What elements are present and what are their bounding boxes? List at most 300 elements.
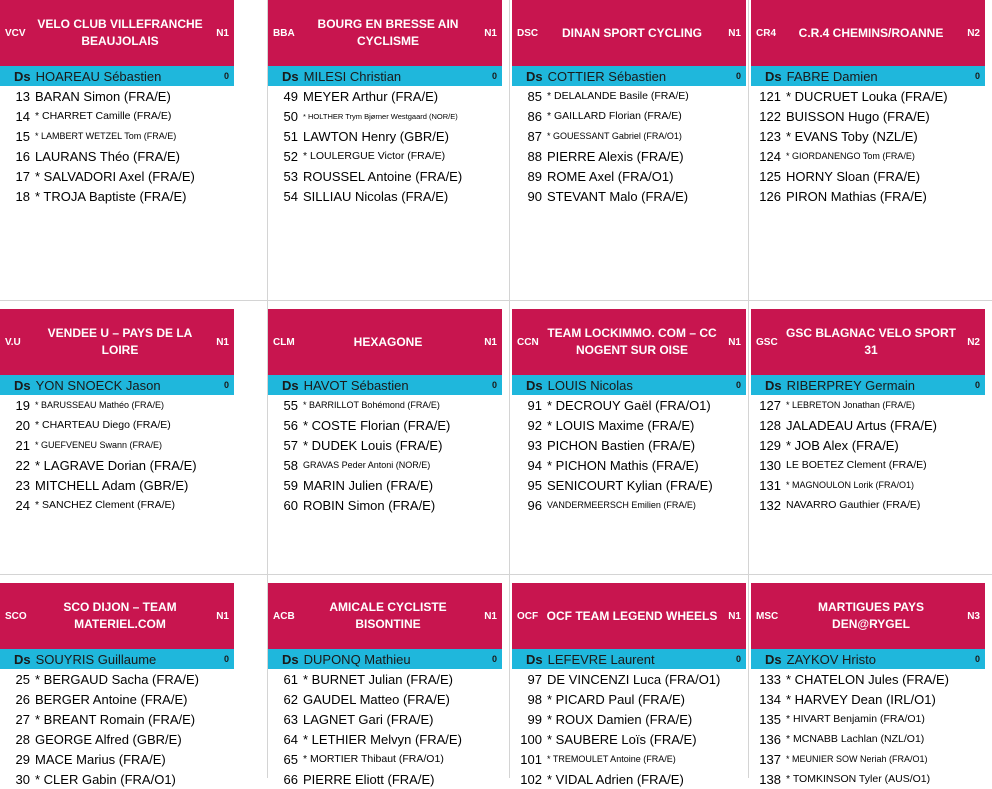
rider-number: 63 [283, 711, 298, 727]
rider-row [751, 166, 985, 186]
rider-name: * HARVEY Dean (IRL/O1) [786, 691, 936, 707]
ds-name: FABRE Damien [786, 68, 878, 84]
ds-count: 0 [974, 380, 980, 390]
rider-name: * SALVADORI Axel (FRA/E) [35, 168, 195, 184]
rider-row [0, 166, 234, 186]
ds-count: 0 [491, 654, 497, 664]
team-code: MSC [756, 610, 779, 622]
rider-list [0, 669, 234, 789]
team-code: CLM [273, 336, 295, 348]
rider-row [512, 435, 746, 455]
rider-name: * LOUIS Maxime (FRA/E) [547, 417, 695, 433]
rider-number: 64 [283, 731, 298, 747]
team-card-vu [0, 309, 234, 515]
rider-number: 130 [759, 457, 781, 473]
ds-count: 0 [491, 71, 497, 81]
rider-name: * TREMOULET Antoine (FRA/E) [547, 754, 676, 764]
team-level: N1 [728, 27, 741, 39]
ds-name: SOUYRIS Guillaume [35, 651, 157, 667]
rider-number: 50 [283, 108, 298, 124]
rider-name: * MORTIER Thibaut (FRA/O1) [303, 753, 444, 765]
rider-row [268, 106, 502, 126]
ds-prefix: Ds [526, 651, 543, 667]
rider-number: 29 [15, 751, 30, 767]
rider-name: * LEBRETON Jonathan (FRA/E) [786, 400, 915, 410]
rider-row [751, 146, 985, 166]
rider-row [0, 106, 234, 126]
ds-prefix: Ds [526, 68, 543, 84]
rider-list [268, 86, 502, 206]
team-code: CR4 [756, 27, 777, 39]
rider-row [751, 749, 985, 769]
rider-number: 57 [283, 437, 298, 453]
rider-number: 27 [15, 711, 30, 727]
rider-row [0, 186, 234, 206]
rider-name: * TOMKINSON Tyler (AUS/O1) [786, 773, 931, 785]
rider-name: STEVANT Malo (FRA/E) [547, 188, 689, 204]
rider-number: 86 [527, 108, 542, 124]
rider-name: * MEUNIER SOW Neriah (FRA/O1) [786, 754, 928, 764]
rider-row [512, 729, 746, 749]
team-code: ACB [273, 610, 295, 622]
sporting-director-row [751, 66, 985, 86]
rider-row [268, 166, 502, 186]
team-card-vcv [0, 0, 234, 206]
ds-prefix: Ds [282, 377, 299, 393]
rider-list [751, 395, 985, 515]
rider-row [268, 709, 502, 729]
ds-name: COTTIER Sébastien [547, 68, 667, 84]
rider-number: 59 [283, 477, 298, 493]
rider-number: 128 [759, 417, 781, 433]
team-code: OCF [517, 610, 539, 622]
rider-row [751, 669, 985, 689]
rider-number: 99 [527, 711, 542, 727]
team-name: AMICALE CYCLISTE BISONTINE [329, 600, 447, 631]
team-level: N2 [967, 27, 980, 39]
rider-list [512, 395, 746, 515]
rider-row [751, 475, 985, 495]
ds-name: HAVOT Sébastien [303, 377, 409, 393]
ds-prefix: Ds [765, 68, 782, 84]
team-card-bba [268, 0, 502, 206]
rider-name: MEYER Arthur (FRA/E) [303, 88, 439, 104]
team-name: MARTIGUES PAYS DEN@RYGEL [817, 600, 925, 631]
rider-number: 102 [520, 771, 542, 787]
rider-list [751, 669, 985, 789]
rider-list [0, 395, 234, 515]
rider-row [512, 146, 746, 166]
rider-name: * TROJA Baptiste (FRA/E) [35, 188, 187, 204]
ds-name: HOAREAU Sébastien [35, 68, 162, 84]
sporting-director-row [268, 375, 502, 395]
rider-name: * HIVART Benjamin (FRA/O1) [786, 713, 925, 725]
ds-count: 0 [735, 71, 741, 81]
rider-name: VANDERMEERSCH Emilien (FRA/E) [547, 500, 696, 510]
column-divider [748, 0, 749, 778]
sporting-director-row [751, 649, 985, 669]
rider-row [512, 475, 746, 495]
ds-count: 0 [491, 380, 497, 390]
rider-name: * MAGNOULON Lorik (FRA/O1) [786, 480, 915, 490]
rider-number: 135 [759, 711, 781, 727]
rider-name: * DUDEK Louis (FRA/E) [303, 437, 443, 453]
ds-prefix: Ds [14, 377, 31, 393]
sporting-director-row [512, 375, 746, 395]
rider-name: ROBIN Simon (FRA/E) [303, 497, 436, 513]
rider-number: 25 [15, 671, 30, 687]
rider-name: BUISSON Hugo (FRA/E) [786, 108, 930, 124]
rider-name: DE VINCENZI Luca (FRA/O1) [547, 671, 721, 687]
ds-count: 0 [735, 380, 741, 390]
rider-row [0, 126, 234, 146]
rider-name: BARAN Simon (FRA/E) [35, 88, 171, 104]
rider-name: * EVANS Toby (NZL/E) [786, 128, 918, 144]
rider-row [268, 126, 502, 146]
rider-number: 129 [759, 437, 781, 453]
rider-row [751, 86, 985, 106]
row-divider [0, 300, 992, 301]
rider-name: MACE Marius (FRA/E) [35, 751, 166, 767]
ds-name: YON SNOECK Jason [35, 377, 161, 393]
rider-row [0, 749, 234, 769]
rider-number: 100 [520, 731, 542, 747]
rider-number: 21 [15, 437, 30, 453]
rider-number: 65 [283, 751, 298, 767]
rider-number: 85 [527, 88, 542, 104]
team-code: CCN [517, 336, 539, 348]
rider-name: * GUEFVENEU Swann (FRA/E) [35, 440, 163, 450]
rider-name: SENICOURT Kylian (FRA/E) [547, 477, 713, 493]
rider-number: 58 [283, 457, 298, 473]
team-name: BOURG EN BRESSE AIN CYCLISME [317, 17, 459, 48]
rider-row [751, 395, 985, 415]
rider-row [751, 126, 985, 146]
rider-name: HORNY Sloan (FRA/E) [786, 168, 921, 184]
team-header [751, 0, 985, 66]
ds-name: MILESI Christian [303, 68, 402, 84]
team-name: C.R.4 CHEMINS/ROANNE [798, 25, 944, 40]
team-header [512, 309, 746, 375]
team-level: N1 [484, 610, 497, 622]
rider-row [751, 106, 985, 126]
team-code: VCV [5, 27, 26, 39]
team-level: N1 [728, 610, 741, 622]
rider-row [751, 769, 985, 789]
rider-name: LAWTON Henry (GBR/E) [303, 128, 449, 144]
team-level: N1 [216, 336, 229, 348]
rider-name: LAURANS Théo (FRA/E) [35, 148, 180, 164]
team-name: VELO CLUB VILLEFRANCHE BEAUJOLAIS [37, 17, 203, 48]
team-header [751, 583, 985, 649]
rider-number: 121 [759, 88, 781, 104]
rider-name: PICHON Bastien (FRA/E) [547, 437, 696, 453]
rider-number: 90 [527, 188, 542, 204]
team-code: V.U [5, 336, 21, 348]
ds-count: 0 [223, 654, 229, 664]
rider-row [268, 475, 502, 495]
ds-name: LEFEVRE Laurent [547, 651, 655, 667]
rider-name: * HOLTHER Trym Bjørner Westgaard (NOR/E) [303, 111, 458, 121]
team-header [0, 309, 234, 375]
rider-name: * BURNET Julian (FRA/E) [303, 671, 454, 687]
sporting-director-row [0, 375, 234, 395]
rider-name: * DECROUY Gaël (FRA/O1) [547, 397, 711, 413]
rider-row [0, 475, 234, 495]
ds-count: 0 [974, 654, 980, 664]
rider-number: 101 [520, 751, 542, 767]
rider-row [0, 455, 234, 475]
rider-name: SILLIAU Nicolas (FRA/E) [303, 188, 449, 204]
rider-number: 87 [527, 128, 542, 144]
rider-number: 126 [759, 188, 781, 204]
rider-number: 123 [759, 128, 781, 144]
team-name: GSC BLAGNAC VELO SPORT 31 [785, 326, 956, 357]
rider-name: * LETHIER Melvyn (FRA/E) [303, 731, 462, 747]
sporting-director-row [268, 66, 502, 86]
rider-name: * DELALANDE Basile (FRA/E) [547, 90, 689, 102]
rider-row [512, 769, 746, 789]
rider-name: * MCNABB Lachlan (NZL/O1) [786, 733, 925, 745]
rider-number: 136 [759, 731, 781, 747]
rider-number: 54 [283, 188, 298, 204]
row-divider [0, 574, 992, 575]
team-code: BBA [273, 27, 295, 39]
rider-number: 131 [759, 477, 781, 493]
team-level: N3 [967, 610, 980, 622]
rider-name: * DUCRUET Louka (FRA/E) [786, 88, 948, 104]
rider-list [512, 86, 746, 206]
rider-row [268, 689, 502, 709]
rider-row [0, 146, 234, 166]
rider-row [512, 749, 746, 769]
ds-count: 0 [735, 654, 741, 664]
team-header [512, 583, 746, 649]
rider-number: 17 [15, 168, 30, 184]
rider-row [512, 669, 746, 689]
rider-number: 66 [283, 771, 298, 787]
rider-row [751, 729, 985, 749]
rider-name: NAVARRO Gauthier (FRA/E) [786, 499, 921, 511]
team-name: VENDEE U – PAYS DE LA LOIRE [47, 326, 193, 357]
sporting-director-row [0, 66, 234, 86]
rider-name: LE BOETEZ Clement (FRA/E) [786, 459, 927, 471]
sporting-director-row [0, 649, 234, 669]
ds-prefix: Ds [282, 651, 299, 667]
rider-name: * GOUESSANT Gabriel (FRA/O1) [547, 131, 682, 141]
rider-number: 98 [527, 691, 542, 707]
rider-row [268, 455, 502, 475]
team-level: N1 [484, 27, 497, 39]
team-header [0, 0, 234, 66]
rider-number: 14 [15, 108, 30, 124]
sporting-director-row [512, 66, 746, 86]
team-name: HEXAGONE [353, 334, 423, 349]
rider-name: * PICHON Mathis (FRA/E) [547, 457, 699, 473]
rider-name: ROME Axel (FRA/O1) [547, 168, 674, 184]
rider-row [0, 769, 234, 789]
rider-number: 26 [15, 691, 30, 707]
team-level: N1 [216, 27, 229, 39]
rider-number: 18 [15, 188, 30, 204]
rider-name: * BERGAUD Sacha (FRA/E) [35, 671, 199, 687]
rider-row [512, 689, 746, 709]
rider-name: GAUDEL Matteo (FRA/E) [303, 691, 450, 707]
team-level: N1 [216, 610, 229, 622]
rider-number: 138 [759, 771, 781, 787]
team-name: SCO DIJON – TEAM MATERIEL.COM [63, 600, 177, 631]
rider-number: 52 [283, 148, 298, 164]
ds-count: 0 [223, 71, 229, 81]
rider-list [512, 669, 746, 789]
rider-number: 49 [283, 88, 298, 104]
rider-name: JALADEAU Artus (FRA/E) [786, 417, 937, 433]
ds-prefix: Ds [765, 377, 782, 393]
rider-row [512, 455, 746, 475]
rider-number: 132 [759, 497, 781, 513]
rider-number: 16 [15, 148, 30, 164]
rider-number: 53 [283, 168, 298, 184]
rider-name: BERGER Antoine (FRA/E) [35, 691, 188, 707]
rider-number: 93 [527, 437, 542, 453]
rider-row [268, 769, 502, 789]
rider-number: 24 [15, 497, 30, 513]
rider-name: * ROUX Damien (FRA/E) [547, 711, 693, 727]
rider-name: PIERRE Alexis (FRA/E) [547, 148, 684, 164]
rider-number: 88 [527, 148, 542, 164]
rider-row [751, 435, 985, 455]
rider-row [268, 435, 502, 455]
ds-count: 0 [223, 380, 229, 390]
rider-number: 91 [527, 397, 542, 413]
rider-name: * COSTE Florian (FRA/E) [303, 417, 451, 433]
rider-row [751, 455, 985, 475]
rider-list [268, 395, 502, 515]
rider-name: * GIORDANENGO Tom (FRA/E) [786, 151, 915, 161]
rider-row [268, 146, 502, 166]
rider-number: 122 [759, 108, 781, 124]
ds-name: LOUIS Nicolas [547, 377, 633, 393]
rider-name: * BREANT Romain (FRA/E) [35, 711, 196, 727]
rider-number: 60 [283, 497, 298, 513]
rider-row [751, 689, 985, 709]
rider-name: GEORGE Alfred (GBR/E) [35, 731, 182, 747]
team-level: N1 [728, 336, 741, 348]
rider-row [268, 86, 502, 106]
rider-row [0, 669, 234, 689]
rider-number: 19 [15, 397, 30, 413]
column-divider [509, 0, 510, 778]
rider-name: * JOB Alex (FRA/E) [786, 437, 899, 453]
rider-row [268, 669, 502, 689]
rider-name: * SANCHEZ Clement (FRA/E) [35, 499, 176, 511]
rider-row [751, 495, 985, 515]
rider-row [751, 415, 985, 435]
rider-row [512, 126, 746, 146]
rider-name: GRAVAS Peder Antoni (NOR/E) [303, 460, 431, 470]
rider-name: * GAILLARD Florian (FRA/E) [547, 110, 682, 122]
rider-row [268, 186, 502, 206]
rider-number: 61 [283, 671, 298, 687]
rider-name: * BARUSSEAU Mathéo (FRA/E) [35, 400, 165, 410]
ds-prefix: Ds [14, 68, 31, 84]
rider-row [0, 729, 234, 749]
ds-prefix: Ds [526, 377, 543, 393]
rider-name: LAGNET Gari (FRA/E) [303, 711, 434, 727]
ds-prefix: Ds [14, 651, 31, 667]
rider-number: 137 [759, 751, 781, 767]
rider-number: 23 [15, 477, 30, 493]
rider-number: 95 [527, 477, 542, 493]
sporting-director-row [751, 375, 985, 395]
rider-name: * CLER Gabin (FRA/O1) [35, 771, 176, 787]
team-level: N1 [484, 336, 497, 348]
ds-count: 0 [974, 71, 980, 81]
rider-name: * CHATELON Jules (FRA/E) [786, 671, 950, 687]
rider-number: 134 [759, 691, 781, 707]
sporting-director-row [268, 649, 502, 669]
rider-name: * SAUBERE Loïs (FRA/E) [547, 731, 697, 747]
team-card-msc [751, 583, 985, 789]
rider-row [751, 709, 985, 729]
rider-name: * CHARTEAU Diego (FRA/E) [35, 419, 171, 431]
rider-row [268, 749, 502, 769]
rider-number: 13 [15, 88, 30, 104]
rider-number: 94 [527, 457, 542, 473]
rider-number: 96 [527, 497, 542, 513]
rider-row [0, 415, 234, 435]
rider-row [751, 186, 985, 206]
team-header [268, 0, 502, 66]
rider-number: 15 [15, 128, 30, 144]
rider-name: * CHARRET Camille (FRA/E) [35, 110, 172, 122]
rider-name: MITCHELL Adam (GBR/E) [35, 477, 189, 493]
ds-name: RIBERPREY Germain [786, 377, 915, 393]
team-header [751, 309, 985, 375]
rider-row [268, 729, 502, 749]
rider-number: 97 [527, 671, 542, 687]
rider-number: 127 [759, 397, 781, 413]
team-card-sco [0, 583, 234, 789]
sporting-director-row [512, 649, 746, 669]
team-card-clm [268, 309, 502, 515]
rider-row [512, 186, 746, 206]
team-level: N2 [967, 336, 980, 348]
team-card-acb [268, 583, 502, 789]
rider-row [268, 395, 502, 415]
rider-number: 22 [15, 457, 30, 473]
rider-name: * VIDAL Adrien (FRA/E) [547, 771, 684, 787]
rider-row [512, 86, 746, 106]
rider-name: * PICARD Paul (FRA/E) [547, 691, 685, 707]
team-card-dsc [512, 0, 746, 206]
rider-name: PIERRE Eliott (FRA/E) [303, 771, 435, 787]
rider-number: 30 [15, 771, 30, 787]
team-card-cr4 [751, 0, 985, 206]
team-header [268, 309, 502, 375]
rider-number: 20 [15, 417, 30, 433]
team-header [268, 583, 502, 649]
team-name: OCF TEAM LEGEND WHEELS [546, 608, 718, 623]
team-name: DINAN SPORT CYCLING [561, 25, 702, 40]
team-code: DSC [517, 27, 539, 39]
team-header [0, 583, 234, 649]
rider-number: 62 [283, 691, 298, 707]
rider-name: * LOULERGUE Victor (FRA/E) [303, 150, 446, 162]
rider-number: 51 [283, 128, 298, 144]
ds-prefix: Ds [765, 651, 782, 667]
rider-row [512, 166, 746, 186]
